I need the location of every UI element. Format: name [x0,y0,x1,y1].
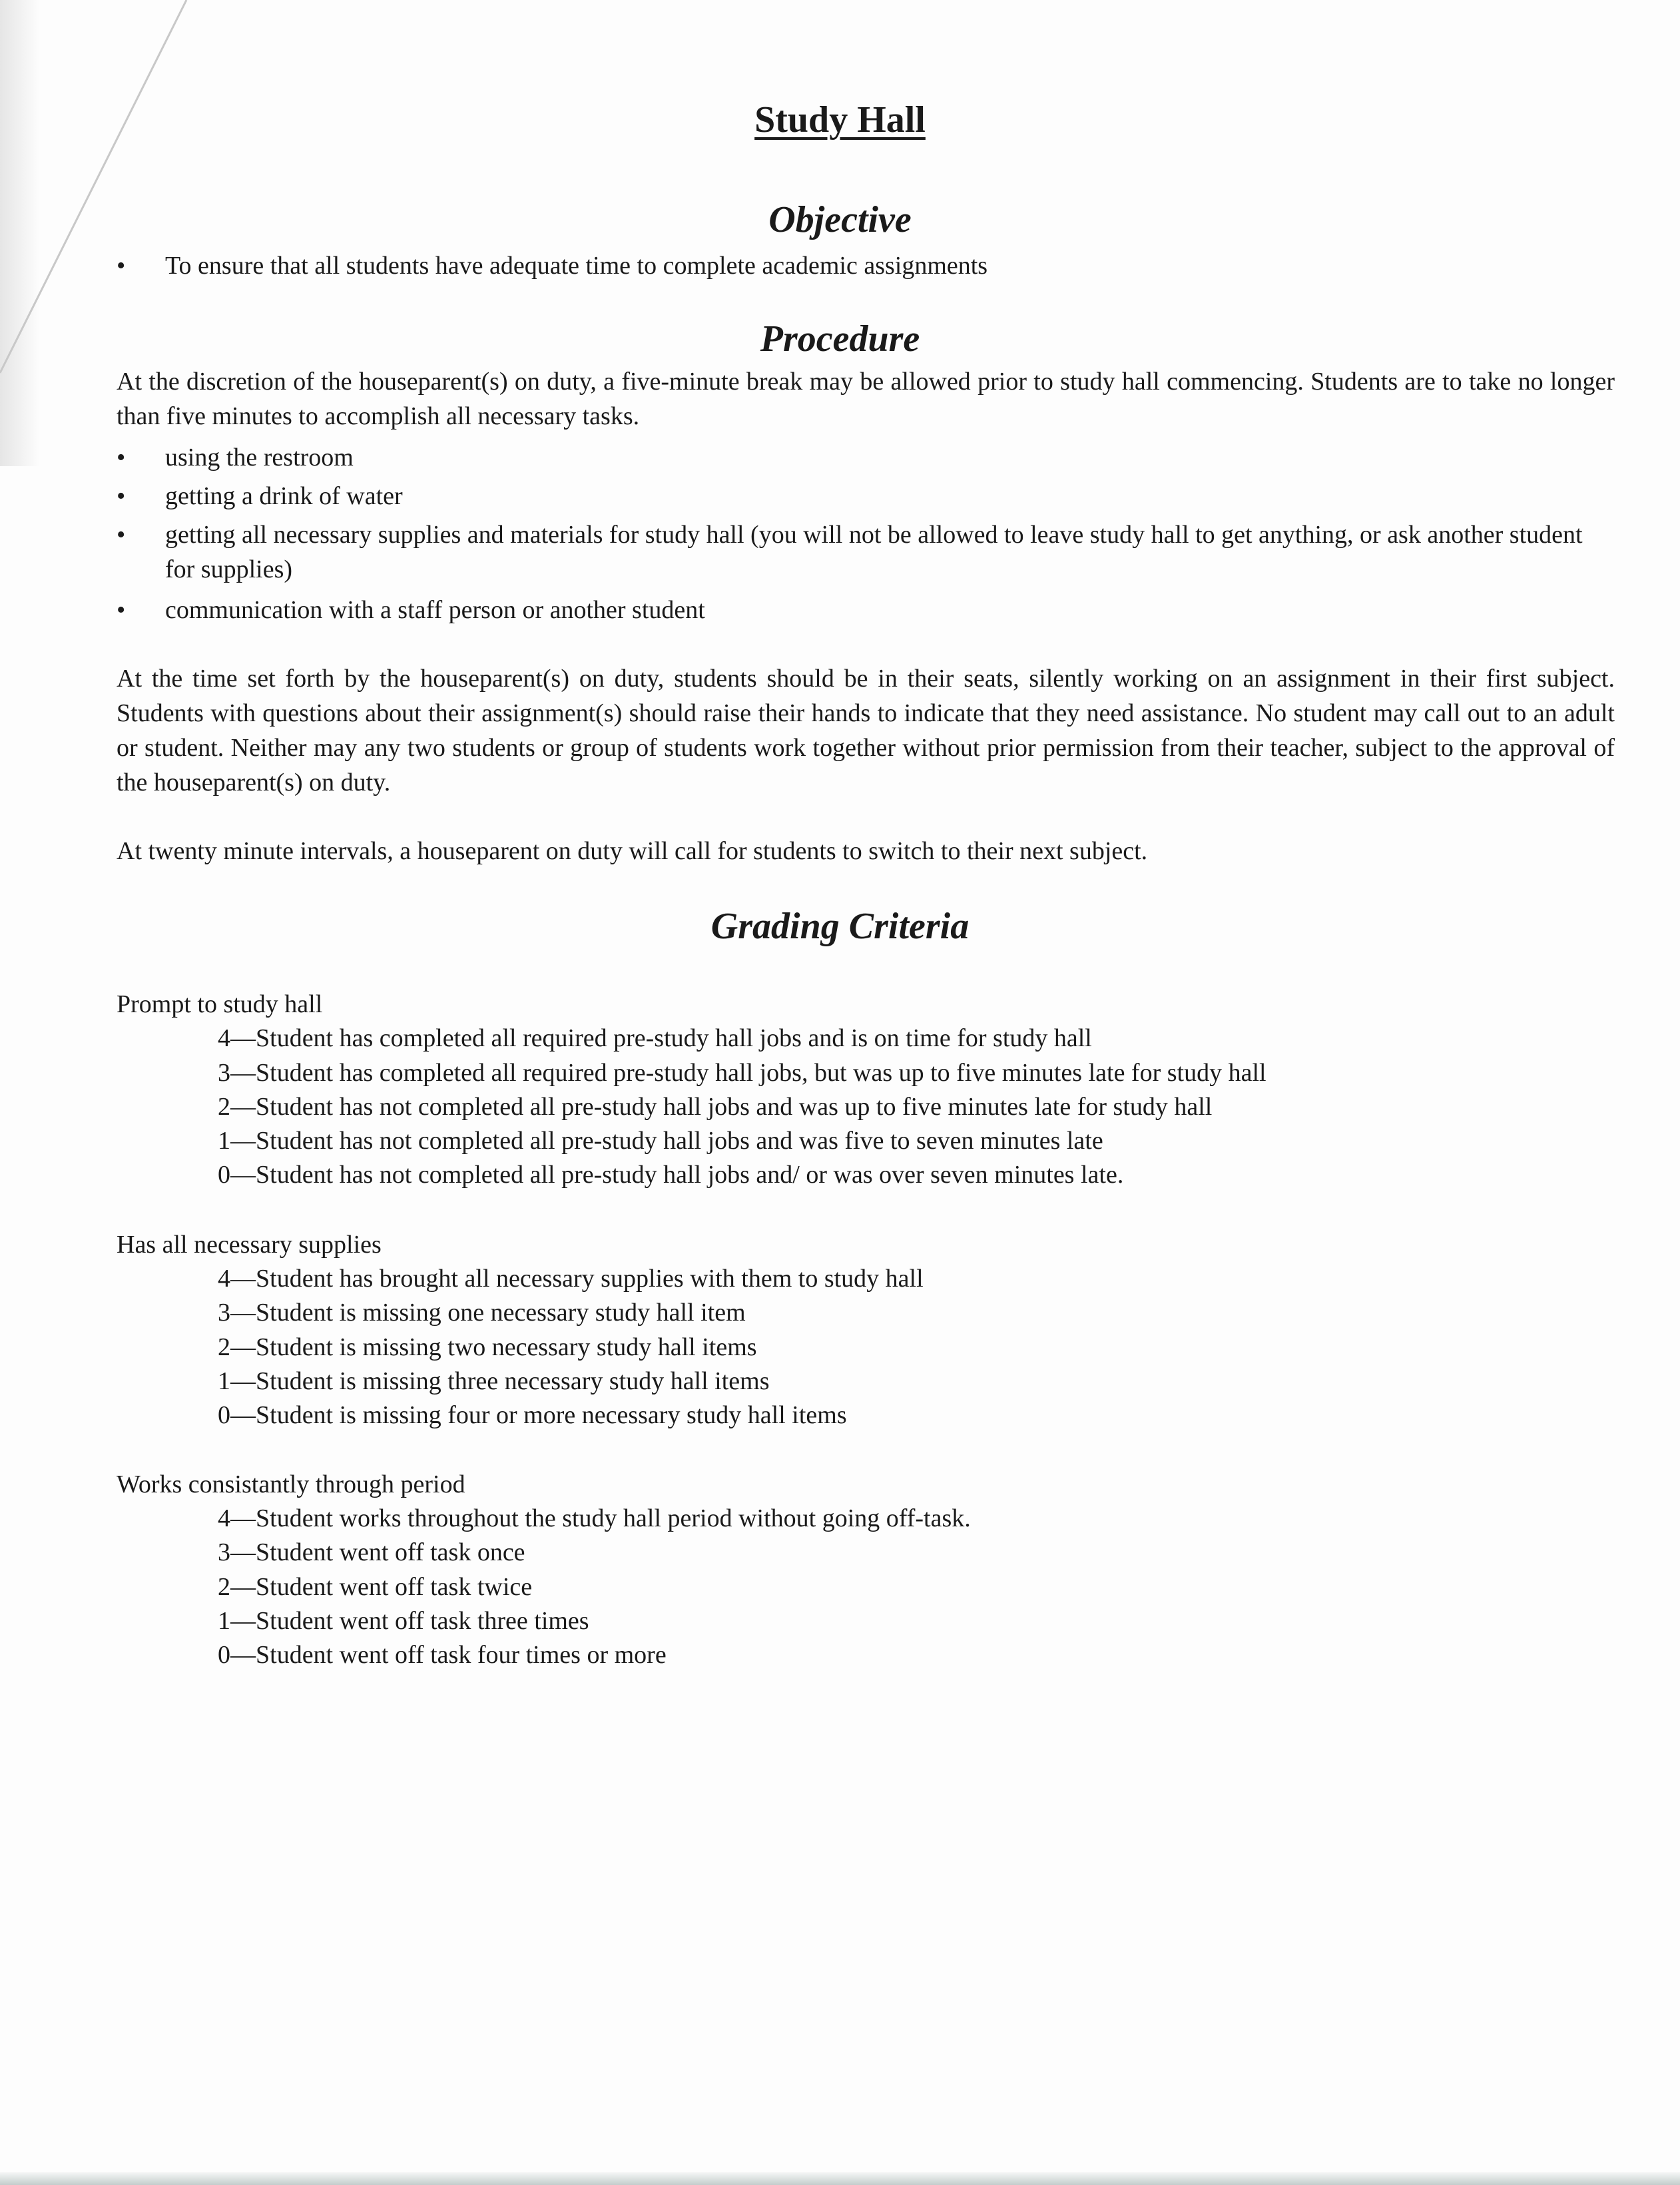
bullet-icon: • [117,252,126,280]
procedure-paragraph: At the time set forth by the houseparent(s) on duty, students should be in their seats, silently working on an assignment in their first subject. Students with questions about their assignment(s) should raise their hands to indicate that they need assistance. No student may call out to an adult or student. Neither may any two students or group of students work together without prior permission from their teacher, subject to the approval of the houseparent(s) on duty. [117,665,1615,796]
procedure-heading: Procedure [760,318,920,360]
score-line: 1—Student is missing three necessary study hall items [218,1367,770,1395]
bullet-icon: • [117,596,126,624]
score-line: 2—Student has not completed all pre-study hall jobs and was up to five minutes late for study hall [218,1093,1213,1121]
bullet-icon: • [117,444,126,471]
bullet-text: using the restroom [165,444,354,471]
bullet-icon: • [117,482,126,510]
score-line: 2—Student went off task twice [218,1573,533,1601]
score-line: 4—Student has brought all necessary supplies with them to study hall [218,1265,924,1293]
objective-heading: Objective [768,199,912,240]
score-line: 1—Student went off task three times [218,1607,589,1635]
grading-heading: Grading Criteria [710,906,970,947]
procedure-intro: At the discretion of the houseparent(s) on duty, a five-minute break may be allowed prior to study hall commencing. Students are to take no longer than five minutes to accomplish all necessary tasks. [117,368,1615,430]
criterion-label: Prompt to study hall [117,990,323,1018]
score-line: 3—Student went off task once [218,1538,525,1566]
score-line: 3—Student has completed all required pre-study hall jobs, but was up to five minutes late for study hall [218,1059,1266,1087]
score-line: 3—Student is missing one necessary study hall item [218,1299,746,1327]
score-line: 0—Student is missing four or more necessary study hall items [218,1401,847,1429]
bullet-text: To ensure that all students have adequate time to complete academic assignments [165,252,988,280]
score-line: 0—Student went off task four times or more [218,1641,667,1669]
bullet-text: getting all necessary supplies and materials for study hall (you will not be allowed to leave study hall to get anything, or ask another student for supplies) [165,521,1583,583]
document-title: Study Hall [754,99,926,141]
criterion-label: Works consistantly through period [117,1470,465,1498]
procedure-paragraph: At twenty minute intervals, a houseparent on duty will call for students to switch to their next subject. [117,837,1148,865]
bullet-icon: • [117,521,126,549]
bullet-text: getting a drink of water [165,482,403,510]
bullet-text: communication with a staff person or another student [165,596,705,624]
score-line: 1—Student has not completed all pre-study hall jobs and was five to seven minutes late [218,1127,1103,1155]
score-line: 4—Student works throughout the study hall period without going off-task. [218,1504,971,1532]
score-line: 4—Student has completed all required pre-study hall jobs and is on time for study hall [218,1024,1092,1052]
score-line: 2—Student is missing two necessary study hall items [218,1333,757,1361]
score-line: 0—Student has not completed all pre-study hall jobs and/ or was over seven minutes late. [218,1161,1124,1189]
scan-bottom-edge [0,2172,1680,2185]
criterion-label: Has all necessary supplies [117,1231,382,1259]
